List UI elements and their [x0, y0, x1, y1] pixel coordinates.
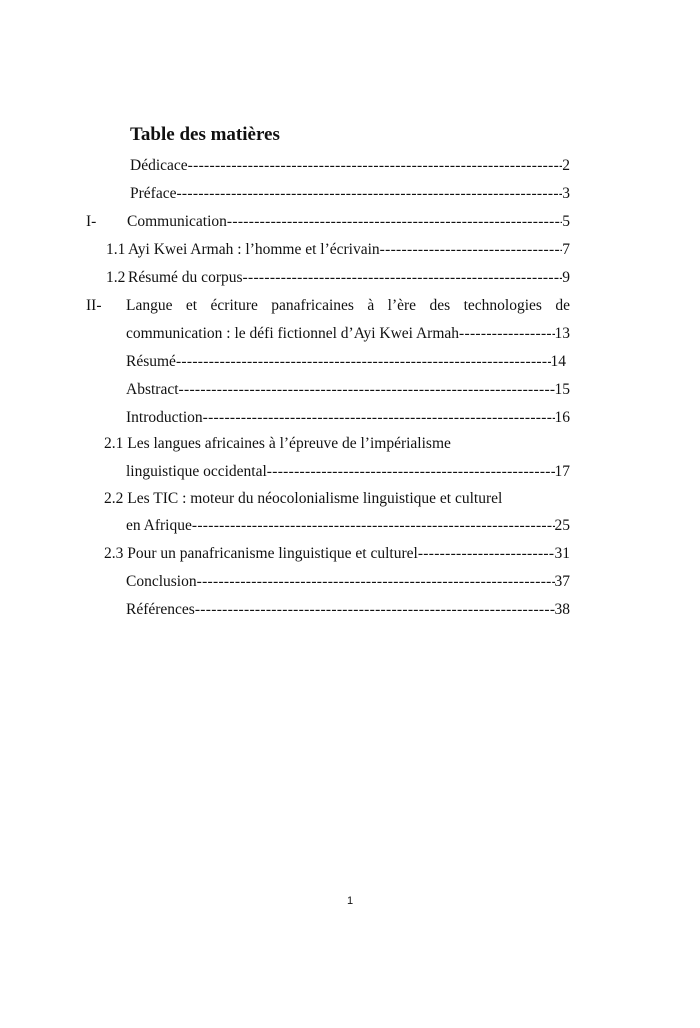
toc-entry-page: 17 — [554, 463, 570, 480]
toc-entry-label: Abstract — [126, 381, 179, 398]
toc-entry-1-1 — [0, 239, 700, 261]
toc-entry-conclusion — [0, 571, 700, 593]
toc-entry-label: Dédicace — [130, 157, 188, 174]
dot-leader — [203, 407, 555, 429]
dot-leader — [195, 599, 555, 621]
toc-entry-1-2 — [0, 267, 700, 289]
toc-entry-label: 2.2 Les TIC : moteur du néocolonialisme linguistique et culturel — [104, 490, 503, 507]
toc-entry-2-1 — [0, 433, 700, 455]
dot-leader — [179, 379, 555, 401]
toc-entry-label: en Afrique — [126, 517, 192, 534]
toc-entry-label: 2.1 Les langues africaines à l’épreuve de l’impérialisme — [104, 435, 451, 452]
toc-entry-label: Résumé du corpus — [128, 269, 243, 286]
toc-entry-label: Résumé — [126, 353, 176, 370]
dot-leader — [418, 543, 555, 565]
dot-leader — [176, 351, 551, 373]
toc-entry-page: 3 — [562, 185, 570, 202]
toc-entry-2-3 — [0, 543, 700, 565]
toc-entry-label: communication : le défi fictionnel d’Ayi Kwei Armah — [126, 325, 460, 342]
dot-leader — [197, 571, 555, 593]
toc-entry-page: 16 — [554, 409, 570, 426]
toc-entry-label: Références — [126, 601, 195, 618]
toc-entry-page: 31 — [554, 545, 570, 562]
dot-leader — [227, 211, 562, 233]
section-number: 1.1 — [106, 241, 126, 258]
toc-entry-resume — [0, 351, 700, 373]
toc-entry-dedicace — [0, 155, 700, 177]
dot-leader — [188, 155, 563, 177]
toc-entry-label: Introduction — [126, 409, 203, 426]
dot-leader — [380, 239, 563, 261]
toc-entry-preface — [0, 183, 700, 205]
dot-leader — [243, 267, 563, 289]
page-number: 1 — [346, 895, 354, 907]
toc-entry-introduction — [0, 407, 700, 429]
toc-entry-label: Préface — [130, 185, 177, 202]
toc-entry-page: 5 — [562, 213, 570, 230]
toc-entry-label: Conclusion — [126, 573, 197, 590]
dot-leader — [459, 323, 554, 345]
toc-entry-section-1 — [0, 211, 700, 233]
section-number: I- — [86, 213, 97, 230]
toc-title: Table des matières — [130, 124, 280, 145]
toc-entry-label: linguistique occidental — [126, 463, 267, 480]
toc-entry-label: Communication — [127, 213, 227, 230]
dot-leader — [176, 183, 562, 205]
toc-entry-page: 37 — [554, 573, 570, 590]
toc-entry-2-1-continued — [0, 461, 700, 483]
toc-entry-page: 7 — [562, 241, 570, 258]
toc-entry-page: 25 — [554, 517, 570, 534]
toc-entry-label: Langue et écriture panafricaines à l’ère des technologies de — [126, 297, 570, 314]
dot-leader — [192, 515, 555, 537]
toc-entry-label: Ayi Kwei Armah : l’homme et l’écrivain — [128, 241, 380, 258]
section-number: II- — [86, 297, 102, 314]
toc-entry-2-2-continued — [0, 515, 700, 537]
section-number: 1.2 — [106, 269, 126, 286]
toc-entry-page: 15 — [554, 381, 570, 398]
toc-entry-page: 38 — [554, 601, 570, 618]
toc-entry-references — [0, 599, 700, 621]
toc-entry-page: 9 — [562, 269, 570, 286]
toc-entry-label: 2.3 Pour un panafricanisme linguistique et culturel — [104, 545, 418, 562]
toc-entry-section-2-continued — [0, 323, 700, 345]
toc-entry-2-2 — [0, 488, 700, 510]
toc-entry-page: 14 — [550, 353, 566, 370]
toc-entry-abstract — [0, 379, 700, 401]
dot-leader — [267, 461, 555, 483]
toc-entry-page: 13 — [554, 325, 570, 342]
toc-entry-page: 2 — [562, 157, 570, 174]
toc-entry-section-2 — [0, 295, 700, 317]
